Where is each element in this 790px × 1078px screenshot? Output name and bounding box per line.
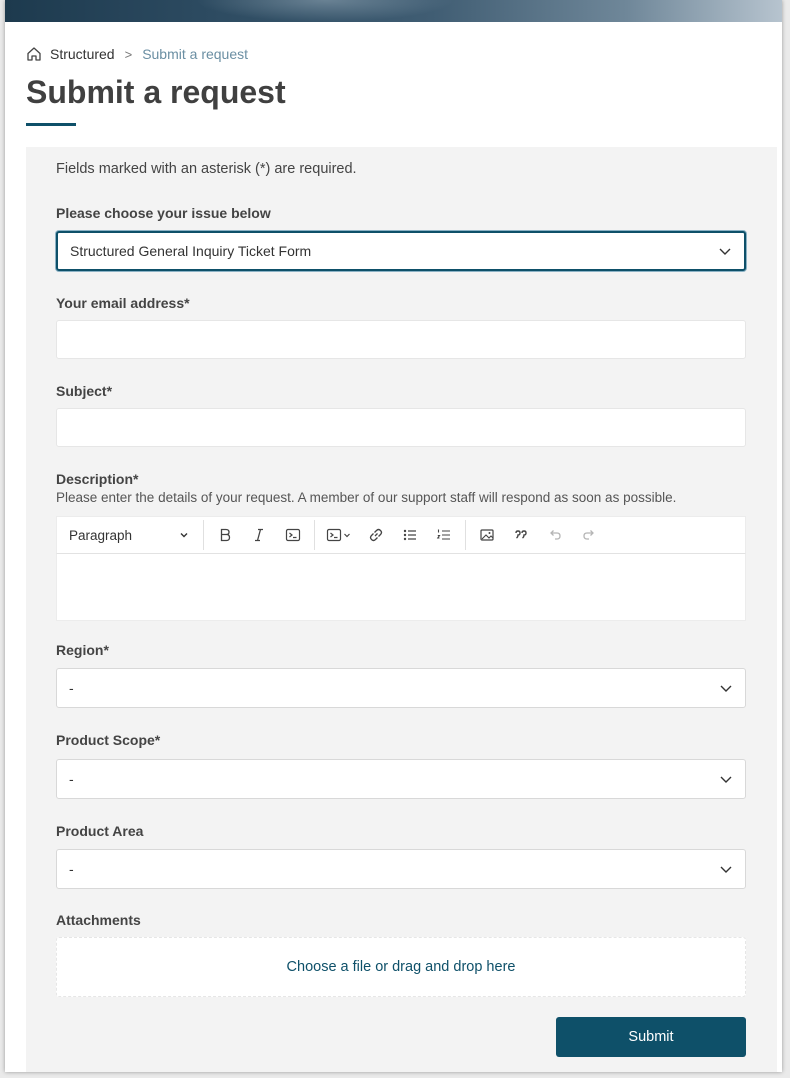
chevron-down-icon [718, 244, 732, 258]
product-area-select[interactable] [56, 849, 746, 889]
product-area-label: Product Area [56, 823, 144, 839]
editor-toolbar [56, 516, 746, 554]
code-icon[interactable] [276, 520, 310, 550]
toolbar-divider [203, 520, 204, 550]
italic-icon[interactable] [242, 520, 276, 550]
request-form [26, 147, 777, 1072]
product-area-select-value: - [69, 861, 74, 877]
description-help: Please enter the details of your request. A member of our support staff will respond as soon as possible. [56, 490, 677, 505]
page-frame [5, 0, 782, 1072]
product-scope-select-value: - [69, 771, 74, 787]
breadcrumb-separator: > [124, 46, 133, 62]
chevron-down-icon [719, 862, 733, 876]
region-select-value: - [69, 680, 74, 696]
issue-select-value: Structured General Inquiry Ticket Form [70, 243, 312, 259]
undo-icon[interactable] [538, 520, 572, 550]
breadcrumb [26, 46, 248, 62]
attachments-label: Attachments [56, 912, 141, 928]
bulleted-list-icon[interactable] [393, 520, 427, 550]
page-title: Submit a request [26, 74, 286, 110]
image-icon[interactable] [470, 520, 504, 550]
issue-select[interactable] [56, 231, 746, 271]
product-scope-select[interactable] [56, 759, 746, 799]
bold-icon[interactable] [208, 520, 242, 550]
attachments-dropzone-text[interactable]: Choose a file or drag and drop here [286, 959, 516, 975]
toolbar-divider [465, 520, 466, 550]
attachments-dropzone[interactable] [56, 937, 746, 997]
code-block-icon[interactable] [319, 520, 359, 550]
required-note: Fields marked with an asterisk (*) are required. [56, 161, 357, 177]
paragraph-format-select[interactable] [69, 528, 199, 543]
chevron-down-icon [719, 772, 733, 786]
quote-icon[interactable] [504, 520, 538, 550]
numbered-list-icon[interactable] [427, 520, 461, 550]
toolbar-divider [314, 520, 315, 550]
home-icon[interactable] [26, 46, 42, 62]
description-editor-body[interactable] [56, 554, 746, 621]
subject-field[interactable] [56, 408, 746, 447]
description-editor [56, 516, 746, 621]
breadcrumb-current[interactable]: Submit a request [142, 46, 249, 62]
region-label: Region* [56, 642, 109, 658]
issue-label: Please choose your issue below [56, 205, 271, 221]
paragraph-format-value: Paragraph [69, 527, 133, 543]
breadcrumb-home-link[interactable]: Structured [50, 46, 115, 62]
subject-label: Subject* [56, 383, 113, 399]
description-label: Description* [56, 471, 139, 487]
title-underline [26, 123, 76, 126]
link-icon[interactable] [359, 520, 393, 550]
region-select[interactable] [56, 668, 746, 708]
chevron-down-icon [179, 528, 189, 543]
redo-icon[interactable] [572, 520, 606, 550]
email-label: Your email address* [56, 295, 190, 311]
submit-button[interactable]: Submit [556, 1017, 746, 1057]
email-field[interactable] [56, 320, 746, 359]
hero-banner [5, 0, 782, 22]
chevron-down-icon [719, 681, 733, 695]
product-scope-label: Product Scope* [56, 732, 161, 748]
